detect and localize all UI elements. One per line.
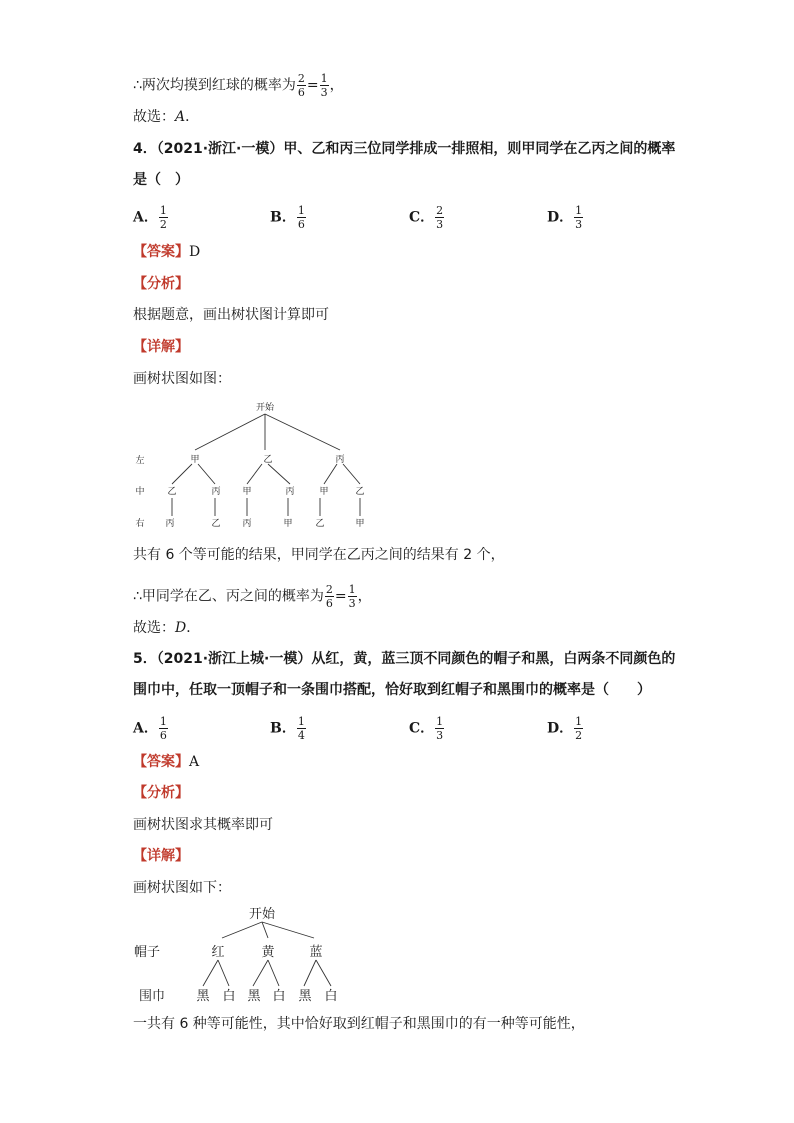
- tree-node: 黄: [261, 945, 275, 960]
- q4-option-d: D． $\frac{1}{3}$: [547, 204, 583, 231]
- answer-value: A: [189, 754, 200, 770]
- tree-node: 黑: [196, 989, 210, 1004]
- tree-root: 开始: [255, 403, 275, 413]
- tree-node: 甲: [319, 487, 329, 497]
- tree-node: 黑: [298, 989, 312, 1004]
- q4-option-a: A． $\frac{1}{2}$: [133, 204, 167, 231]
- q4-detail-intro: 画树状图如图：: [133, 371, 231, 387]
- q4-stem-line2: 是（ ）: [133, 172, 189, 188]
- tree-node: 乙: [315, 519, 325, 529]
- tree-node: 乙: [263, 455, 273, 465]
- tree-row-label: 帽子: [133, 945, 161, 960]
- tree-node: 甲: [190, 455, 200, 465]
- answer-tag: 【答案】: [133, 754, 189, 770]
- fraction: $\frac{1}{3}$: [348, 583, 356, 610]
- q4-detail-tag: 【详解】: [133, 339, 189, 355]
- fraction: $\frac{2}{3}$: [436, 204, 444, 231]
- tree-node: 丙: [211, 487, 221, 497]
- tree-node: 蓝: [309, 945, 323, 960]
- q4-option-b: B． $\frac{1}{6}$: [270, 204, 305, 231]
- q4-stem-line1: 4．（2021·浙江·一模）甲、乙和丙三位同学排成一排照相，则甲同学在乙丙之间的概率: [133, 141, 676, 157]
- q4-option-c: C． $\frac{2}{3}$: [409, 204, 444, 231]
- fraction: $\frac{1}{3}$: [436, 715, 444, 742]
- q4-probability-line: ∴甲同学在乙、丙之间的概率为 $\frac{2}{6}$ = $\frac{1}{3}$ ，: [133, 583, 372, 610]
- q5-tree-diagram: [130, 900, 360, 1010]
- q4-answer-line: [133, 242, 200, 262]
- tree-root: 开始: [248, 907, 276, 922]
- q5-answer-line: [133, 752, 199, 772]
- fraction: $\frac{1}{2}$: [159, 204, 167, 231]
- q4-analysis-text: 根据题意，画出树状图计算即可: [133, 307, 329, 323]
- tree-node: 乙: [167, 487, 177, 497]
- tree-node: 甲: [283, 519, 293, 529]
- answer-value: D: [189, 244, 201, 260]
- fraction: $\frac{1}{6}$: [297, 204, 305, 231]
- q4-choose-line: 故选：D．: [133, 620, 201, 636]
- q5-option-a: A． $\frac{1}{6}$: [133, 715, 167, 742]
- q3-prob-text: ∴两次均摸到红球的概率为: [133, 77, 296, 94]
- q4-analysis-tag: 【分析】: [133, 276, 189, 292]
- q5-stem-line2: 围巾中，任取一顶帽子和一条围巾搭配，恰好取到红帽子和黑围巾的概率是（ ）: [133, 682, 651, 698]
- fraction: $\frac{2}{6}$: [297, 72, 305, 99]
- tree-node: 丙: [165, 519, 175, 529]
- fraction: $\frac{2}{6}$: [325, 583, 333, 610]
- q5-option-c: C． $\frac{1}{3}$: [409, 715, 444, 742]
- q5-option-d: D． $\frac{1}{2}$: [547, 715, 583, 742]
- tree-row-label: 中: [135, 487, 145, 497]
- tree-row-label: 围巾: [138, 989, 166, 1004]
- tree-node: 甲: [355, 519, 365, 529]
- answer-tag: 【答案】: [133, 244, 189, 260]
- fraction: $\frac{1}{3}$: [320, 72, 328, 99]
- tree-node: 丙: [335, 455, 345, 465]
- fraction: $\frac{1}{3}$: [575, 204, 583, 231]
- tree-node: 白: [222, 989, 236, 1004]
- tree-node: 乙: [355, 487, 365, 497]
- q4-result-line: 共有 6 个等可能的结果，甲同学在乙丙之间的结果有 2 个，: [133, 547, 505, 563]
- tree-node: 甲: [242, 487, 252, 497]
- fraction: $\frac{1}{2}$: [575, 715, 583, 742]
- q3-probability-line: ∴两次均摸到红球的概率为 $\frac{2}{6}$ = $\frac{1}{3}$ ，: [133, 72, 344, 99]
- q5-analysis-tag: 【分析】: [133, 785, 189, 801]
- tree-node: 红: [211, 945, 225, 960]
- q5-analysis-text: 画树状图求其概率即可: [133, 817, 273, 833]
- q5-detail-intro: 画树状图如下：: [133, 880, 231, 896]
- tree-node: 白: [272, 989, 286, 1004]
- q5-stem-line1: 5．（2021·浙江上城·一模）从红，黄，蓝三顶不同颜色的帽子和黑，白两条不同颜色的: [133, 651, 676, 667]
- tree-row-label: 左: [135, 456, 145, 466]
- q5-option-b: B． $\frac{1}{4}$: [270, 715, 305, 742]
- tree-row-label: 右: [135, 519, 145, 529]
- q4-tree-diagram: [130, 398, 390, 533]
- fraction: $\frac{1}{4}$: [297, 715, 305, 742]
- q5-detail-tag: 【详解】: [133, 848, 189, 864]
- tree-node: 白: [324, 989, 338, 1004]
- tree-node: 乙: [211, 519, 221, 529]
- tree-node: 丙: [285, 487, 295, 497]
- q5-result-line: 一共有 6 种等可能性，其中恰好取到红帽子和黑围巾的有一种等可能性，: [133, 1016, 585, 1032]
- fraction: $\frac{1}{6}$: [159, 715, 167, 742]
- tree-node: 丙: [242, 519, 252, 529]
- tree-node: 黑: [247, 989, 261, 1004]
- q3-choose-line: 故选：A．: [133, 109, 200, 125]
